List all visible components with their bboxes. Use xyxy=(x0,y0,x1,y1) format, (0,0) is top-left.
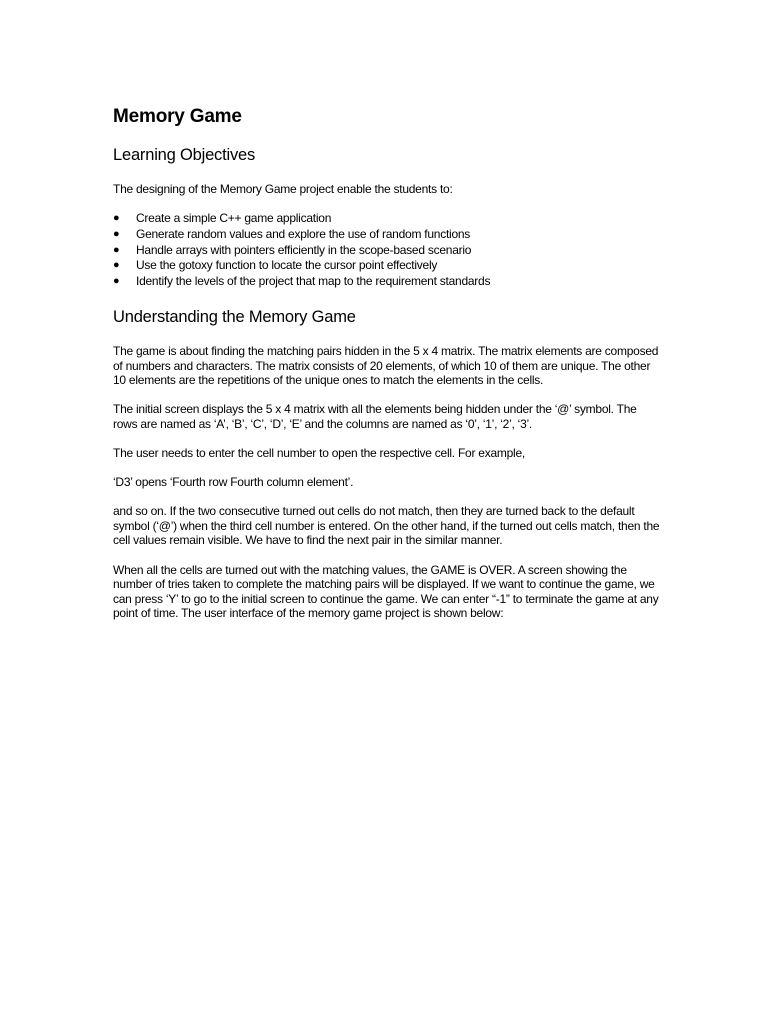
bullet-icon: ● xyxy=(113,227,120,240)
objective-item: ● Use the gotoxy function to locate the cursor point effectively xyxy=(113,258,438,273)
body-paragraph: and so on. If the two consecutive turned out cells do not match, then they are turned back to the default symbol (‘@’) when the third cell number is entered. On the other hand, if the turned out cells match, then the cell values remain visible. We have to find the next pair in the similar manner. xyxy=(113,504,660,548)
bullet-icon: ● xyxy=(113,259,120,272)
objective-item: ● Create a simple C++ game application xyxy=(113,211,332,226)
objective-item: ● Handle arrays with pointers efficiently in the scope-based scenario xyxy=(113,242,472,257)
objective-item: ● Identify the levels of the project that map to the requirement standards xyxy=(113,274,491,289)
bullet-icon: ● xyxy=(113,243,120,256)
document-page xyxy=(113,104,661,635)
learning-objectives-intro: The designing of the Memory Game project enable the students to: xyxy=(113,182,453,196)
page-title: Memory Game xyxy=(113,106,242,127)
body-paragraph: The initial screen displays the 5 x 4 matrix with all the elements being hidden under the ‘@’ symbol. The rows are named as ‘A’, ‘B’, ‘C’, ‘D’, ‘E’ and the columns are named as ‘0’, ‘1’, ‘2’, ‘3’. xyxy=(113,402,637,431)
learning-objectives-heading: Learning Objectives xyxy=(113,146,256,164)
body-paragraph: When all the cells are turned out with the matching values, the GAME is OVER. A screen showing the number of tries taken to complete the matching pairs will be displayed. If we want to continue the game, we can press ‘Y’ to go to the initial screen to continue the game. We can enter “-1” to terminate the game at any point of time. The user interface of the memory game project is shown below: xyxy=(113,562,659,621)
bullet-icon: ● xyxy=(113,275,120,288)
objective-item: ● Generate random values and explore the use of random functions xyxy=(113,226,471,241)
objectives-list xyxy=(113,211,661,290)
bullet-icon: ● xyxy=(113,212,120,225)
body-paragraph: The game is about finding the matching pairs hidden in the 5 x 4 matrix. The matrix elements are composed of numbers and characters. The matrix consists of 20 elements, of which 10 of them are unique. The other 10 elements are the repetitions of the unique ones to match the elements in the cells. xyxy=(113,344,659,388)
understanding-heading: Understanding the Memory Game xyxy=(113,308,356,327)
body-paragraph: ‘D3’ opens ‘Fourth row Fourth column element’. xyxy=(113,475,354,490)
body-paragraph: The user needs to enter the cell number to open the respective cell. For example, xyxy=(113,446,525,461)
